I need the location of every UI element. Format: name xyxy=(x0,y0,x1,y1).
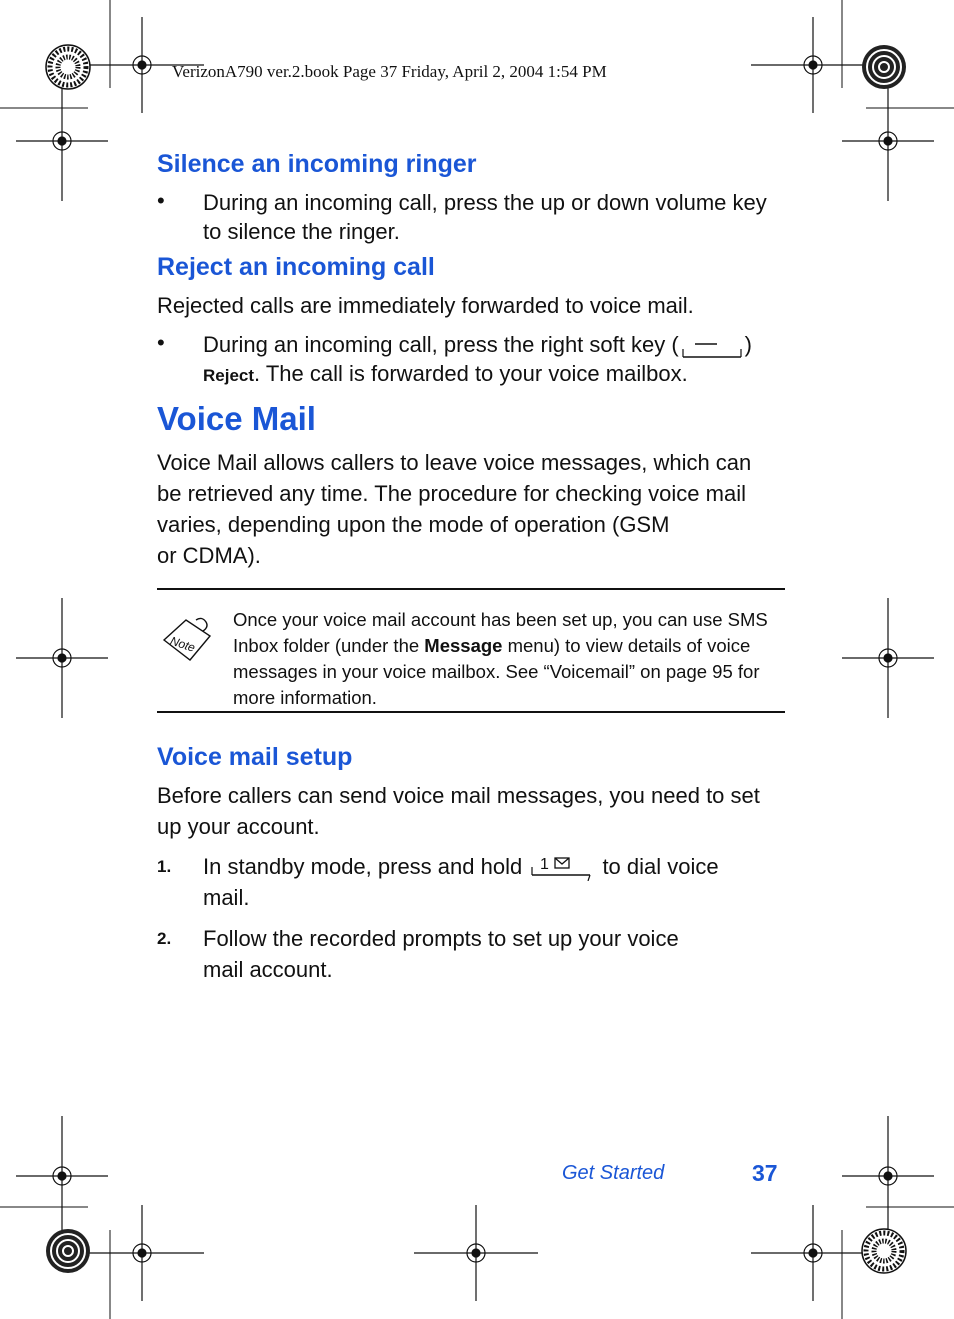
silence-instruction: During an incoming call, press the up or down volume key to silence the ringer. xyxy=(203,190,767,244)
print-header: VerizonA790 ver.2.book Page 37 Friday, April 2, 2004 1:54 PM xyxy=(172,62,607,81)
note-text-part2: menu) to view details of voice messages in your voice mailbox. See “Voicemail” on page 95 for more information. xyxy=(233,635,760,708)
page-title-voice-mail: Voice Mail xyxy=(157,400,316,437)
voicemail-paragraph-line: Voice Mail allows callers to leave voice messages, which can xyxy=(157,450,752,475)
heading-silence-ringer: Silence an incoming ringer xyxy=(157,150,477,178)
note-icon-label: Note xyxy=(168,633,197,655)
reject-instruction-prefix: During an incoming call, press the right soft key ( xyxy=(203,332,679,357)
note-text-bold: Message xyxy=(424,635,503,656)
step-number: 2. xyxy=(157,929,172,948)
reject-instruction-suffix: . The call is forwarded to your voice mailbox. xyxy=(254,361,688,386)
bullet-dot: • xyxy=(157,188,165,213)
heading-voicemail-setup: Voice mail setup xyxy=(157,743,353,771)
footer-section-name: Get Started xyxy=(562,1162,665,1184)
voicemail-paragraph-line: varies, depending upon the mode of operation (GSM xyxy=(157,512,670,537)
step-1-text-after: to dial voice mail. xyxy=(203,854,719,910)
note-text-part1: Once your voice mail account has been set up, you can use SMS Inbox folder (under the xyxy=(233,609,768,656)
bullet-dot: • xyxy=(157,330,165,355)
key-1-label: 1 xyxy=(540,856,550,874)
page-number: 37 xyxy=(752,1160,778,1186)
heading-reject-call: Reject an incoming call xyxy=(157,253,435,281)
step-2-text: Follow the recorded prompts to set up your voice mail account. xyxy=(203,926,679,982)
step-number: 1. xyxy=(157,857,172,876)
voicemail-paragraph-line: or CDMA). xyxy=(157,543,261,568)
setup-intro: Before callers can send voice mail messages, you need to set up your account. xyxy=(157,783,760,839)
voicemail-paragraph-line: be retrieved any time. The procedure for checking voice mail xyxy=(157,481,746,506)
reject-key-label: Reject xyxy=(203,366,255,385)
reject-instruction-close: ) xyxy=(744,332,752,357)
reject-intro: Rejected calls are immediately forwarded to voice mail. xyxy=(157,293,694,318)
step-1-text-before: In standby mode, press and hold xyxy=(203,854,529,879)
